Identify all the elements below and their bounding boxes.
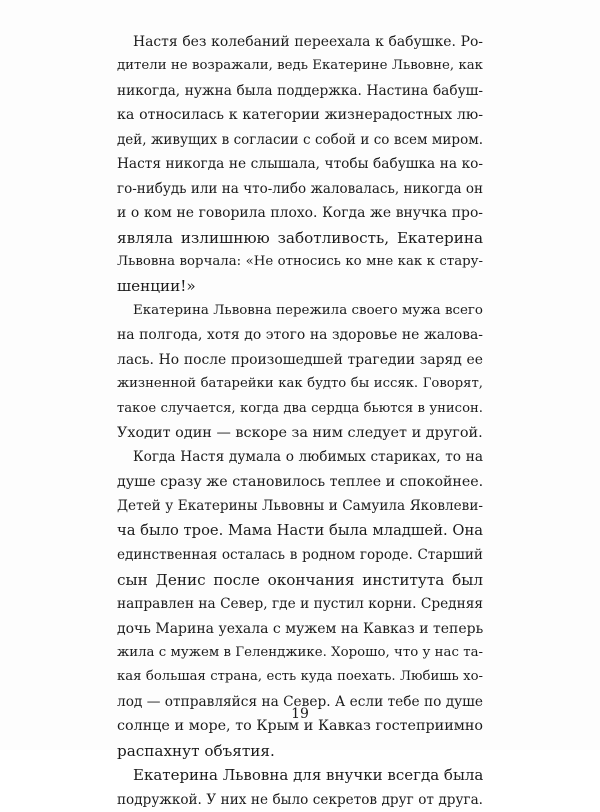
text-line: Когда Настя думала о любимых стариках, то на (133, 449, 483, 466)
text-line: Львовна ворчала: «Не относись ко мне как к стару- (117, 253, 483, 269)
text-line: лод — отправляйся на Север. А если тебе по душе (117, 693, 483, 710)
text-line: распахнут объятия. (117, 741, 275, 760)
text-line: шенции!» (117, 277, 196, 296)
text-line: жила с мужем в Геленджике. Хорошо, что у нас та- (117, 644, 483, 660)
text-line: Екатерина Львовна для внучки всегда была (133, 766, 483, 785)
text-line: ка относилась к категории жизнерадостных лю- (117, 107, 483, 124)
text-line: дители не возражали, ведь Екатерине Львовне, как (117, 58, 483, 74)
text-line: Настя без колебаний переехала к бабушке. Ро- (133, 34, 483, 50)
text-line: дей, живущих в согласии с собой и со всем миром. (117, 131, 483, 148)
text-line: душе сразу же становилось теплее и спокойнее. (117, 473, 483, 490)
text-line: жизненной батарейки как будто бы иссяк. Говорят, (117, 376, 483, 392)
page-number: 19 (291, 706, 309, 722)
text-line: Уходит один — вскоре за ним следует и другой. (117, 425, 483, 441)
text-line: солнце и море, то Крым и Кавказ гостеприимно (117, 718, 483, 735)
text-line: Детей у Екатерины Львовны и Самуила Яковлеви- (117, 498, 483, 515)
text-line: дочь Марина уехала с мужем на Кавказ и теперь (117, 620, 483, 637)
text-line: го-нибудь или на что-либо жаловалась, никогда он (117, 180, 483, 197)
text-line: Настя никогда не слышала, чтобы бабушка на ко- (117, 156, 483, 173)
text-line: являла излишнюю заботливость, Екатерина (117, 228, 483, 247)
text-line: Екатерина Львовна пережила своего мужа всего (133, 302, 483, 318)
body-text (117, 30, 483, 812)
text-line: ча было трое. Мама Насти была младшей. Она (117, 521, 483, 539)
text-line: единственная осталась в родном городе. Старший (117, 547, 483, 564)
text-line: и о ком не говорила плохо. Когда же внучка про- (117, 205, 483, 222)
text-line: направлен на Север, где и пустил корни. Средняя (117, 596, 483, 613)
text-line: такое случается, когда два сердца бьются в унисон. (117, 400, 483, 416)
text-line: лась. Но после произошедшей трагедии заряд ее (117, 351, 483, 368)
text-line: сын Денис после окончания института был (117, 570, 483, 589)
text-line: никогда, нужна была поддержка. Настина бабуш- (117, 82, 483, 99)
text-line: кая большая страна, есть куда поехать. Любишь хо- (117, 669, 483, 685)
text-line: подружкой. У них не было секретов друг от друга. (117, 791, 483, 808)
text-line: на полгода, хотя до этого на здоровье не жалова- (117, 327, 483, 344)
